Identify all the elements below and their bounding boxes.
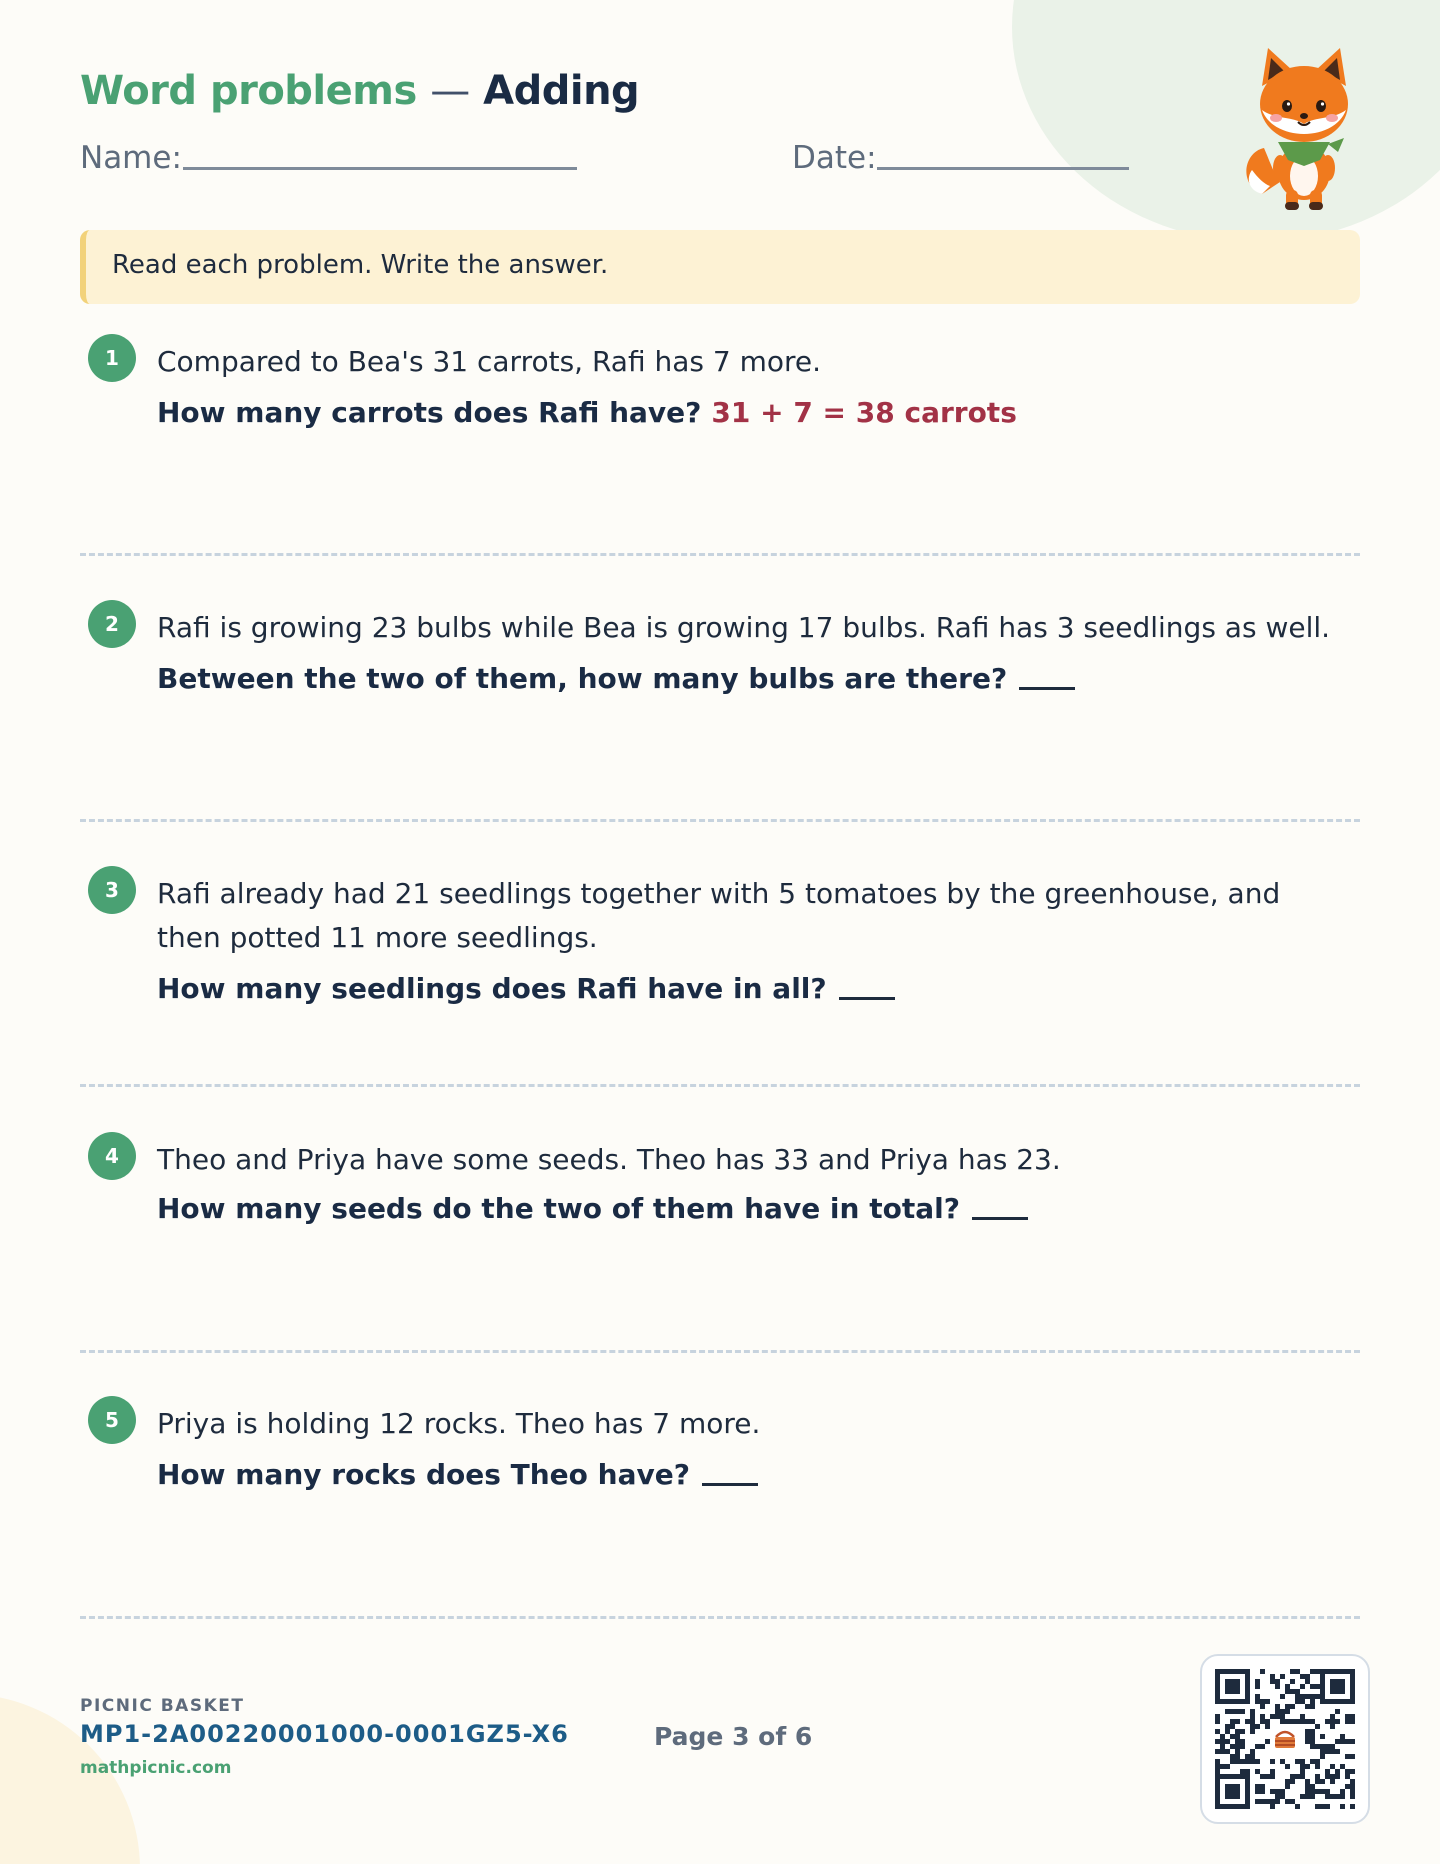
worksheet-code: MP1-2A00220001000-0001GZ5-X6 xyxy=(80,1720,569,1748)
answer-blank[interactable] xyxy=(839,997,895,1000)
qr-code xyxy=(1200,1654,1370,1824)
answer-blank[interactable] xyxy=(1019,687,1075,690)
problem-statement: Rafi already had 21 seedlings together with 5 tomatoes by the greenhouse, and then potted 11 more seedlings. xyxy=(157,877,1281,954)
footer-brand: PICNIC BASKET xyxy=(80,1696,245,1716)
problem-question xyxy=(157,1458,758,1491)
question-text: How many rocks does Theo have? xyxy=(157,1458,690,1491)
page-number: Page 3 of 6 xyxy=(654,1722,813,1751)
problem-question xyxy=(157,1192,1028,1225)
problem-divider xyxy=(80,553,1360,556)
problem-divider xyxy=(80,1350,1360,1353)
question-text: Between the two of them, how many bulbs are there? xyxy=(157,662,1008,695)
problem-number: 2 xyxy=(88,600,136,648)
problem-divider xyxy=(80,819,1360,822)
title-main: Word problems xyxy=(80,68,417,114)
problem-statement: Compared to Bea's 31 carrots, Rafi has 7 more. xyxy=(157,345,822,378)
name-label: Name: xyxy=(80,140,182,176)
problem-question xyxy=(157,662,1075,695)
problem-number: 4 xyxy=(88,1132,136,1180)
problem-divider xyxy=(80,1084,1360,1087)
problem-statement: Priya is holding 12 rocks. Theo has 7 more. xyxy=(157,1407,761,1440)
answer-text: 31 + 7 = 38 carrots xyxy=(711,396,1017,429)
instructions-box xyxy=(80,230,1360,304)
problem-number: 5 xyxy=(88,1396,136,1444)
problem-statement: Theo and Priya have some seeds. Theo has 33 and Priya has 23. xyxy=(157,1143,1061,1176)
date-label: Date: xyxy=(792,140,877,176)
question-text: How many carrots does Rafi have? xyxy=(157,396,702,429)
date-field[interactable] xyxy=(877,167,1129,170)
title-dash: — xyxy=(430,68,470,114)
problem-number: 1 xyxy=(88,334,136,382)
question-text: How many seeds do the two of them have in total? xyxy=(157,1192,960,1225)
corner-decoration-top-right xyxy=(1012,0,1440,242)
site-link[interactable]: mathpicnic.com xyxy=(80,1758,232,1778)
title-topic: Adding xyxy=(483,68,640,114)
problem-question xyxy=(157,396,1017,429)
qr-code-icon xyxy=(1215,1669,1355,1809)
problem-divider xyxy=(80,1616,1360,1619)
answer-blank[interactable] xyxy=(972,1217,1028,1220)
name-field[interactable] xyxy=(183,167,577,170)
instructions-text: Read each problem. Write the answer. xyxy=(112,250,609,280)
problem-number: 3 xyxy=(88,866,136,914)
answer-blank[interactable] xyxy=(702,1483,758,1486)
problem-question xyxy=(157,972,895,1005)
fox-mascot-icon xyxy=(1240,44,1368,214)
page-title xyxy=(80,68,639,114)
question-text: How many seedlings does Rafi have in all? xyxy=(157,972,827,1005)
problem-statement: Rafi is growing 23 bulbs while Bea is growing 17 bulbs. Rafi has 3 seedlings as well. xyxy=(157,611,1331,644)
